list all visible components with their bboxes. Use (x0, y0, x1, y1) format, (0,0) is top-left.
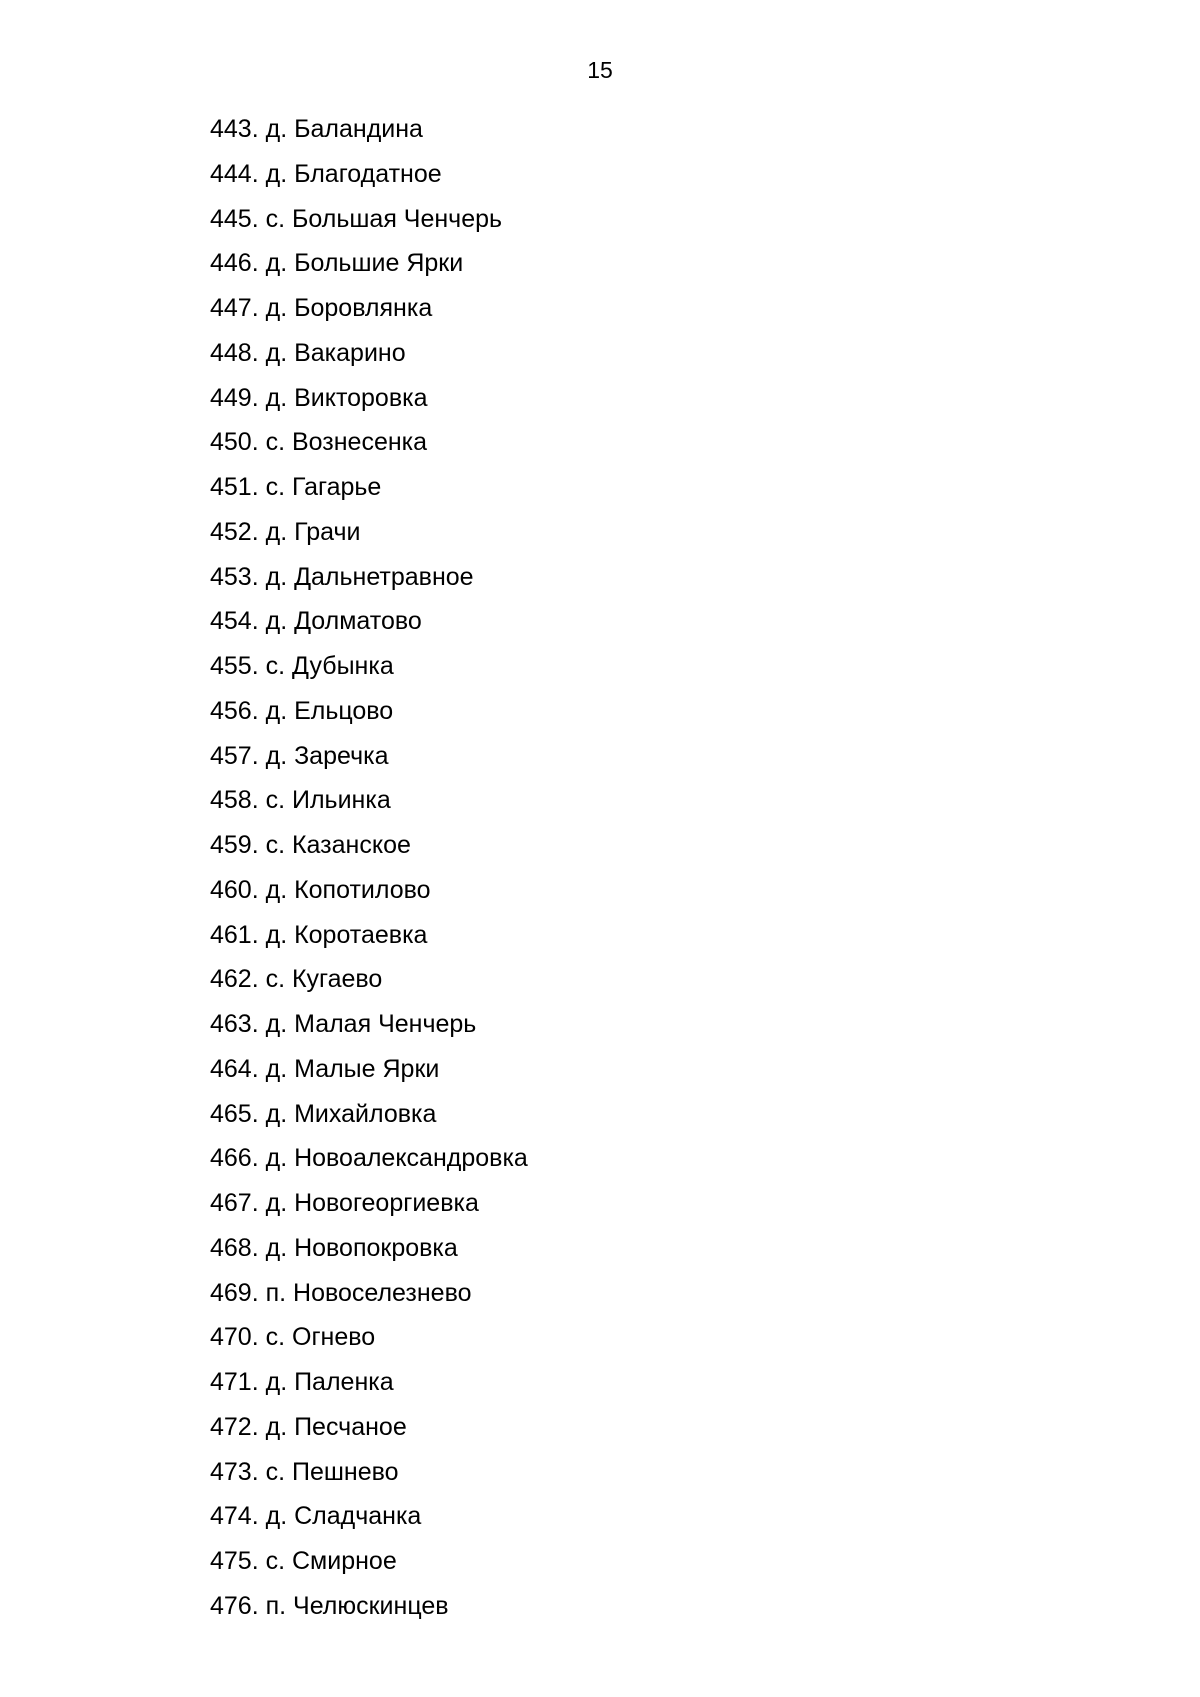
page-number: 15 (587, 57, 613, 83)
list-item: 459. с. Казанское (210, 831, 411, 859)
list-item: 456. д. Ельцово (210, 696, 394, 725)
list-item: 471. д. Паленка (210, 1368, 394, 1396)
list-item: 463. д. Малая Ченчерь (210, 1010, 477, 1038)
list-item: 470. с. Огнево (210, 1323, 376, 1352)
list-item: 461. д. Коротаевка (210, 920, 428, 949)
list-item: 458. с. Ильинка (210, 786, 391, 815)
list-item: 453. д. Дальнетравное (210, 562, 474, 591)
list-item: 448. д. Вакарино (210, 338, 406, 367)
list-item: 447. д. Боровлянка (210, 294, 433, 322)
list-item: 462. с. Кугаево (210, 965, 383, 994)
list-item: 474. д. Сладчанка (210, 1502, 422, 1531)
settlement-list (210, 114, 528, 1636)
list-item: 457. д. Заречка (210, 741, 389, 770)
list-item: 467. д. Новогеоргиевка (210, 1189, 479, 1217)
list-item: 446. д. Большие Ярки (210, 249, 464, 278)
list-item: 445. с. Большая Ченчерь (210, 204, 503, 233)
list-item: 452. д. Грачи (210, 517, 361, 546)
list-item: 450. с. Вознесенка (210, 428, 428, 457)
list-item: 472. д. Песчаное (210, 1412, 407, 1441)
list-item: 460. д. Копотилово (210, 875, 431, 904)
list-item: 476. п. Челюскинцев (210, 1591, 449, 1620)
list-item: 444. д. Благодатное (210, 159, 442, 188)
list-item: 454. д. Долматово (210, 607, 422, 636)
list-item: 449. д. Викторовка (210, 383, 428, 412)
list-item: 455. с. Дубынка (210, 652, 394, 680)
list-item: 469. п. Новоселезнево (210, 1278, 472, 1307)
list-item: 465. д. Михайловка (210, 1099, 437, 1128)
list-item: 451. с. Гагарье (210, 473, 382, 501)
list-item: 468. д. Новопокровка (210, 1233, 458, 1262)
list-item: 473. с. Пешнево (210, 1457, 399, 1486)
list-item: 464. д. Малые Ярки (210, 1054, 440, 1083)
list-item: 443. д. Баландина (210, 115, 423, 143)
list-item: 466. д. Новоалександровка (210, 1144, 528, 1173)
list-item: 475. с. Смирное (210, 1547, 397, 1575)
